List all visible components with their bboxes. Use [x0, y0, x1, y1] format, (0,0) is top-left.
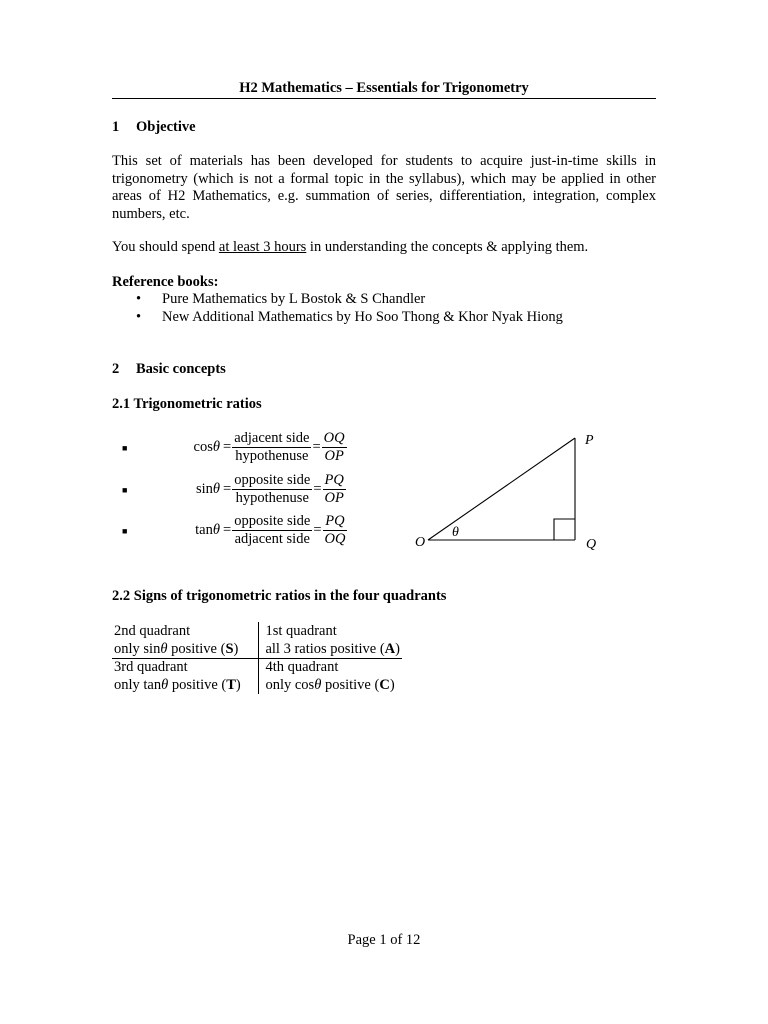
- numerator: PQ: [324, 472, 344, 488]
- section-2-number: 2: [112, 361, 120, 377]
- objective-paragraph: This set of materials has been developed for students to acquire just-in-time skills in trigonometry (which is not a formal topic in the syllabus), which may be applied in other areas of H2 Mathematics, e.g. summation of series, differentiation, integration, complex numbers, etc.: [112, 153, 656, 222]
- rule-prefix: only sin: [114, 640, 161, 657]
- quadrant-1-title: 1st quadrant: [265, 623, 337, 639]
- quadrant-2-rule: [112, 641, 259, 659]
- variable: θ: [212, 522, 220, 538]
- quadrant-1-rule: [259, 641, 402, 659]
- angle-theta-label: θ: [452, 525, 459, 540]
- variable: θ: [212, 481, 220, 497]
- side-op: [428, 438, 575, 540]
- rule-letter: C: [379, 676, 390, 693]
- symbol-fraction: [323, 513, 348, 548]
- section-1-heading: [112, 119, 196, 136]
- rule-suffix: positive (: [321, 676, 380, 693]
- time-underlined: at least 3 hours: [218, 239, 307, 255]
- denominator: OQ: [324, 531, 346, 547]
- reference-item: • Pure Mathematics by L Bostok & S Chandler: [136, 291, 636, 309]
- time-requirement: [112, 239, 656, 257]
- word-fraction: [232, 513, 312, 548]
- formula-lhs: [150, 439, 222, 456]
- tan-formula: [122, 513, 347, 548]
- word-fraction: [232, 430, 311, 465]
- rule-prefix: only cos: [265, 676, 315, 693]
- numerator: opposite side: [234, 513, 311, 529]
- time-prefix: You should spend: [112, 239, 219, 255]
- reference-item: • New Additional Mathematics by Ho Soo Thong & Khor Nyak Hiong: [136, 309, 636, 327]
- section-1-number: 1: [112, 119, 120, 135]
- quadrant-3-rule: [112, 677, 259, 695]
- rule-prefix: all 3 ratios positive (: [265, 640, 385, 657]
- rule-variable: θ: [161, 676, 169, 693]
- rule-close: ): [395, 640, 400, 657]
- numerator: adjacent side: [234, 430, 310, 446]
- rule-variable: θ: [314, 676, 322, 693]
- word-fraction: [232, 472, 312, 507]
- cos-formula: [122, 430, 347, 465]
- right-angle-marker: [554, 519, 575, 540]
- quadrant-4-title: 4th quadrant: [265, 659, 339, 675]
- rule-letter: S: [225, 640, 234, 657]
- rule-close: ): [235, 676, 241, 693]
- denominator: OP: [324, 448, 344, 464]
- formula-lhs: [150, 481, 222, 498]
- quadrant-sign-table: [112, 622, 402, 694]
- rule-suffix: positive (: [168, 676, 227, 693]
- references-heading: Reference books:: [112, 274, 219, 290]
- denominator: hypothenuse: [235, 490, 309, 506]
- formula-lhs: [150, 522, 222, 539]
- right-triangle-diagram: [400, 420, 620, 560]
- variable: θ: [212, 439, 220, 455]
- denominator: OP: [324, 490, 344, 506]
- square-bullet-icon: ■: [122, 525, 128, 536]
- rule-suffix: positive (: [167, 640, 226, 657]
- section-2-title: Basic concepts: [136, 361, 226, 377]
- time-suffix: in understanding the concepts & applying them.: [306, 239, 589, 255]
- equals-sign: =: [313, 481, 322, 497]
- section-2-heading: [112, 361, 226, 378]
- vertex-p-label: P: [585, 433, 594, 448]
- quadrant-3-title: 3rd quadrant: [112, 659, 259, 677]
- rule-close: ): [233, 640, 239, 657]
- symbol-fraction: [323, 472, 346, 507]
- rule-letter: A: [384, 640, 396, 657]
- square-bullet-icon: ■: [122, 484, 128, 495]
- subsection-2-2-heading: 2.2 Signs of trigonometric ratios in the four quadrants: [112, 588, 447, 604]
- numerator: opposite side: [234, 472, 311, 488]
- reference-list: [136, 291, 636, 326]
- numerator: OQ: [323, 430, 345, 446]
- equals-sign: =: [223, 481, 232, 497]
- rule-letter: T: [226, 676, 236, 693]
- numerator: PQ: [323, 513, 348, 531]
- equals-sign: =: [223, 439, 232, 455]
- rule-prefix: only tan: [114, 676, 162, 693]
- page-number: Page 1 of 12: [347, 932, 421, 948]
- function-name: cos: [193, 439, 213, 455]
- equals-sign: =: [312, 439, 321, 455]
- rule-close: ): [389, 676, 395, 693]
- vertex-o-label: O: [415, 535, 426, 550]
- square-bullet-icon: ■: [122, 442, 128, 453]
- symbol-fraction: [322, 430, 347, 465]
- quadrant-4-rule: [259, 677, 402, 695]
- sin-formula: [122, 472, 346, 507]
- title-rule: [112, 98, 656, 99]
- equals-sign: =: [223, 522, 232, 538]
- rule-variable: θ: [160, 640, 168, 657]
- function-name: tan: [195, 522, 213, 538]
- vertex-q-label: Q: [586, 537, 597, 552]
- section-1-title: Objective: [136, 119, 196, 135]
- quadrant-2-title: 2nd quadrant: [112, 622, 259, 641]
- equals-sign: =: [313, 522, 322, 538]
- function-name: sin: [195, 481, 213, 497]
- document-title: H2 Mathematics – Essentials for Trigonometry: [239, 80, 529, 96]
- denominator: hypothenuse: [235, 448, 309, 464]
- subsection-2-1-heading: 2.1 Trigonometric ratios: [112, 396, 262, 412]
- denominator: adjacent side: [234, 531, 310, 547]
